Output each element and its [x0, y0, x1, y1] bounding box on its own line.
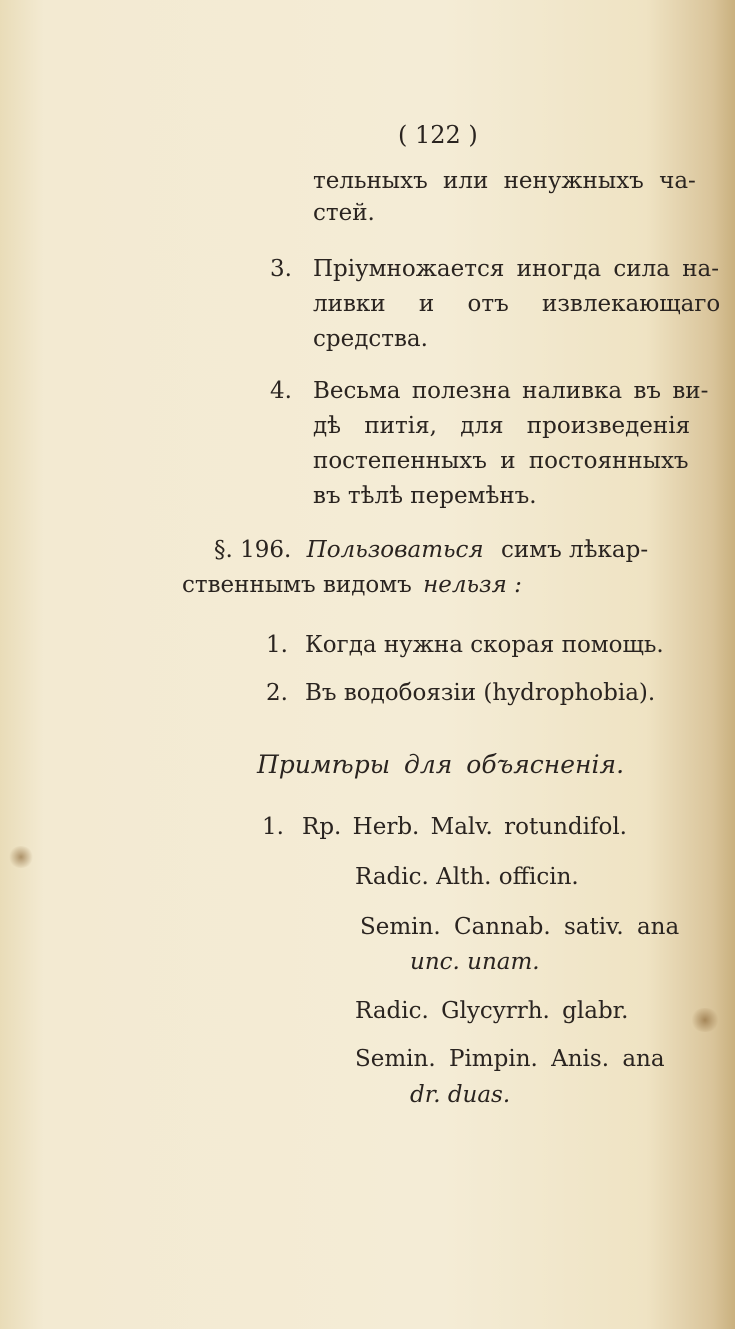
list-number: 2.	[266, 680, 288, 706]
list-item-text: Когда нужна скорая помощь.	[305, 632, 664, 658]
recipe-number: 1.	[262, 814, 284, 840]
section-196-line-2	[182, 570, 522, 600]
examples-heading: Примѣры для объясненія.	[257, 750, 625, 779]
item-text-line: средства.	[313, 326, 428, 352]
item-text-line: постепенныхъ и постоянныхъ	[313, 448, 689, 474]
recipe-line: Semin. Pimpin. Anis. ana	[355, 1046, 665, 1072]
recipe-line: Rp. Herb. Malv. rotundifol.	[302, 814, 627, 840]
ink-stain	[690, 1008, 720, 1032]
ink-stain	[8, 846, 34, 868]
item-text-line: въ тѣлѣ перемѣнъ.	[313, 483, 537, 509]
emphasis-text: нельзя :	[423, 572, 522, 598]
recipe-line: Radic. Alth. officin.	[355, 864, 579, 890]
item-text-line: дѣ питія, для произведенія	[313, 413, 691, 439]
item-text-line: Пріумножается иногда сила на-	[313, 256, 720, 282]
emphasis-text: Пользоваться	[306, 537, 484, 563]
continuation-line: стей.	[313, 200, 375, 226]
item-number: 4.	[270, 378, 292, 404]
item-number: 3.	[270, 256, 292, 282]
section-text: ственнымъ видомъ	[182, 572, 412, 598]
list-number: 1.	[266, 632, 288, 658]
section-text: симъ лѣкар-	[500, 537, 649, 563]
continuation-line: тельныхъ или ненужныхъ ча-	[313, 168, 696, 194]
section-number: §. 196.	[214, 537, 292, 563]
recipe-line: Semin. Cannab. sativ. ana	[360, 914, 680, 940]
page-number: ( 122 )	[398, 121, 478, 149]
section-196-line-1	[214, 535, 648, 565]
item-text-line: Весьма полезна наливка въ ви-	[313, 378, 709, 404]
recipe-line: dr. duas.	[410, 1082, 511, 1108]
list-item-text: Въ водобоязіи (hydrophobia).	[305, 680, 656, 706]
recipe-line: Radic. Glycyrrh. glabr.	[355, 998, 629, 1024]
recipe-line: unc. unam.	[410, 949, 540, 975]
item-text-line: ливки и отъ извлекающаго	[313, 291, 721, 317]
